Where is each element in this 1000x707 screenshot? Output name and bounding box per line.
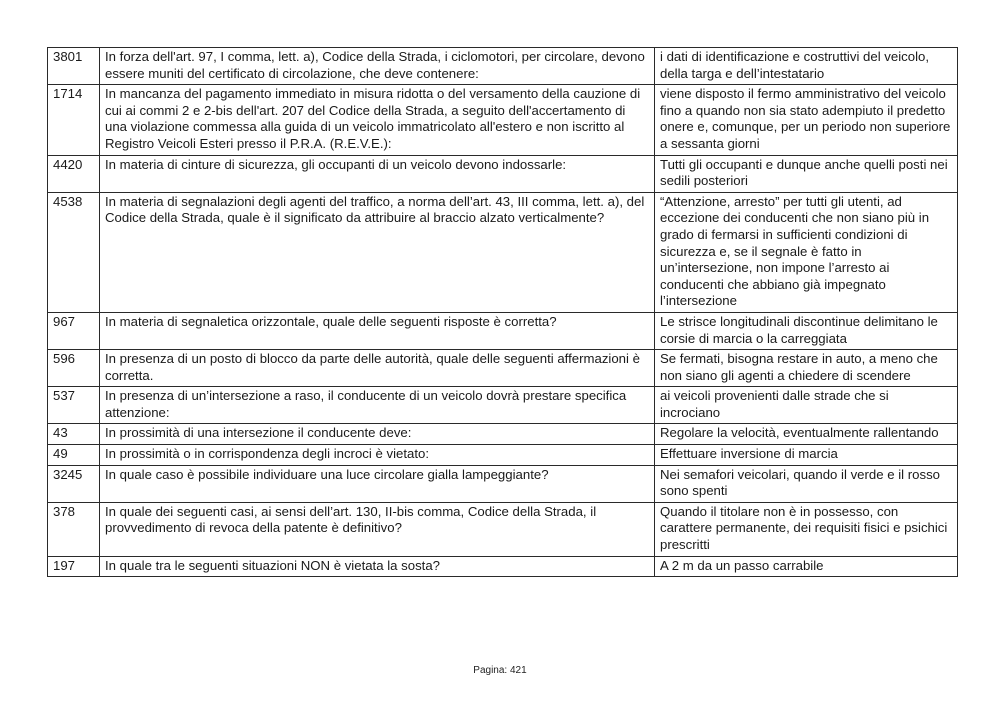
answer-cell: Se fermati, bisogna restare in auto, a meno che non siano gli agenti a chiedere di scendere — [655, 350, 958, 387]
answer-cell: Effettuare inversione di marcia — [655, 445, 958, 466]
answer-cell: Tutti gli occupanti e dunque anche quelli posti nei sedili posteriori — [655, 155, 958, 192]
question-id-cell: 197 — [48, 556, 100, 577]
answer-cell: Le strisce longitudinali discontinue delimitano le corsie di marcia o la carreggiata — [655, 312, 958, 349]
table-row — [48, 192, 958, 312]
table-row — [48, 155, 958, 192]
question-id-cell: 4538 — [48, 192, 100, 312]
table-row — [48, 424, 958, 445]
question-id-cell: 967 — [48, 312, 100, 349]
question-id-cell: 3245 — [48, 465, 100, 502]
table-row — [48, 350, 958, 387]
table-row — [48, 85, 958, 155]
question-cell: In quale caso è possibile individuare una luce circolare gialla lampeggiante? — [100, 465, 655, 502]
table-row — [48, 502, 958, 556]
answer-cell: i dati di identificazione e costruttivi del veicolo, della targa e dell’intestatario — [655, 48, 958, 85]
question-cell: In materia di cinture di sicurezza, gli occupanti di un veicolo devono indossarle: — [100, 155, 655, 192]
question-cell: In mancanza del pagamento immediato in misura ridotta o del versamento della cauzione di cui ai commi 2 e 2-bis dell'art. 207 del Codice della Strada, a seguito dell'accertamento di una violazione commessa alla guida di un veicolo immatricolato all'estero e non iscritto al Registro Veicoli Esteri presso il P.R.A. (R.E.V.E.): — [100, 85, 655, 155]
answer-cell: viene disposto il fermo amministrativo del veicolo fino a quando non sia stato adempiuto il predetto onere e, comunque, per un periodo non superiore a sessanta giorni — [655, 85, 958, 155]
answer-cell: Quando il titolare non è in possesso, con carattere permanente, dei requisiti fisici e psichici prescritti — [655, 502, 958, 556]
table-row — [48, 445, 958, 466]
question-cell: In quale tra le seguenti situazioni NON è vietata la sosta? — [100, 556, 655, 577]
question-id-cell: 43 — [48, 424, 100, 445]
table-row — [48, 387, 958, 424]
question-cell: In materia di segnaletica orizzontale, quale delle seguenti risposte è corretta? — [100, 312, 655, 349]
quiz-table — [47, 47, 958, 577]
page-number: Pagina: 421 — [473, 665, 527, 676]
answer-cell: Nei semafori veicolari, quando il verde e il rosso sono spenti — [655, 465, 958, 502]
question-id-cell: 537 — [48, 387, 100, 424]
question-cell: In quale dei seguenti casi, ai sensi dell’art. 130, II-bis comma, Codice della Strada, il provvedimento di revoca della patente è definitivo? — [100, 502, 655, 556]
question-id-cell: 378 — [48, 502, 100, 556]
question-cell: In materia di segnalazioni degli agenti del traffico, a norma dell’art. 43, III comma, lett. a), del Codice della Strada, quale è il significato da attribuire al braccio alzato verticalmente? — [100, 192, 655, 312]
question-cell: In forza dell'art. 97, I comma, lett. a), Codice della Strada, i ciclomotori, per circolare, devono essere muniti del certificato di circolazione, che deve contenere: — [100, 48, 655, 85]
answer-cell: Regolare la velocità, eventualmente rallentando — [655, 424, 958, 445]
answer-cell: A 2 m da un passo carrabile — [655, 556, 958, 577]
quiz-table-body — [48, 48, 958, 577]
table-row — [48, 465, 958, 502]
question-cell: In presenza di un’intersezione a raso, il conducente di un veicolo dovrà prestare specifica attenzione: — [100, 387, 655, 424]
question-id-cell: 49 — [48, 445, 100, 466]
question-id-cell: 3801 — [48, 48, 100, 85]
question-cell: In presenza di un posto di blocco da parte delle autorità, quale delle seguenti affermazioni è corretta. — [100, 350, 655, 387]
question-id-cell: 596 — [48, 350, 100, 387]
question-id-cell: 4420 — [48, 155, 100, 192]
table-row — [48, 312, 958, 349]
question-cell: In prossimità di una intersezione il conducente deve: — [100, 424, 655, 445]
question-cell: In prossimità o in corrispondenza degli incroci è vietato: — [100, 445, 655, 466]
question-id-cell: 1714 — [48, 85, 100, 155]
answer-cell: ai veicoli provenienti dalle strade che si incrociano — [655, 387, 958, 424]
table-row — [48, 556, 958, 577]
table-row — [48, 48, 958, 85]
answer-cell: “Attenzione, arresto” per tutti gli utenti, ad eccezione dei conducenti che non siano più in grado di fermarsi in sufficienti condizioni di sicurezza e, se il segnale è fatto in un’intersezione, non impone l’arresto ai conducenti che abbiano già impegnato l’intersezione — [655, 192, 958, 312]
